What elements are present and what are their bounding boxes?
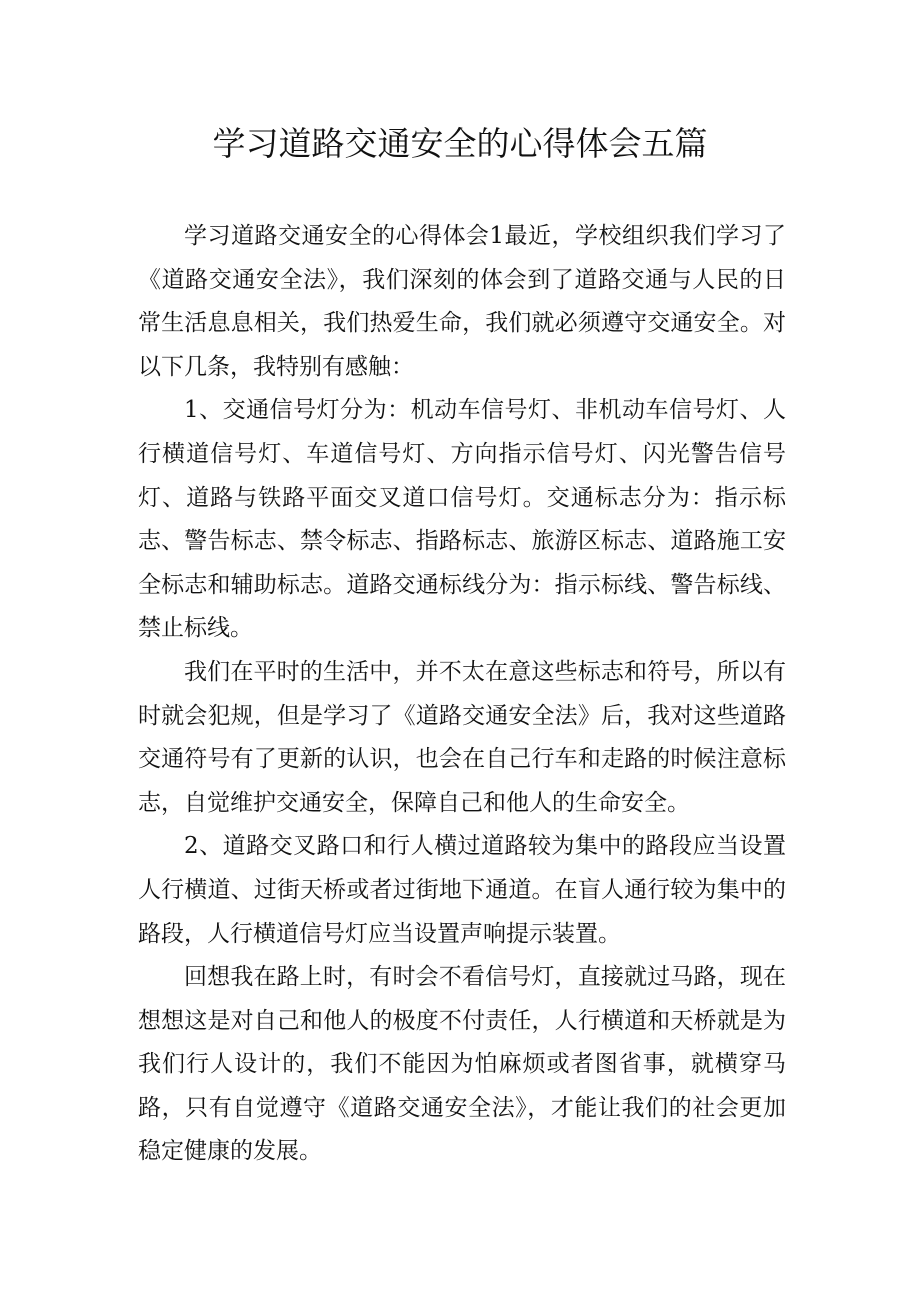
- paragraph-2: 1、交通信号灯分为：机动车信号灯、非机动车信号灯、人行横道信号灯、车道信号灯、方向指示信号灯、闪光警告信号灯、道路与铁路平面交叉道口信号灯。交通标志分为：指示标志、警告标志、禁令标志、指路标志、旅游区标志、道路施工安全标志和辅助标志。道路交通标线分为：指示标线、警告标线、禁止标线。: [138, 397, 786, 642]
- paragraph-1: 学习道路交通安全的心得体会1最近，学校组织我们学习了《道路交通安全法》，我们深刻的体会到了道路交通与人民的日常生活息息相关，我们热爱生命，我们就必须遵守交通安全。对以下几条，我特别有感触：: [138, 223, 786, 380]
- paragraph-4: 2、道路交叉路口和行人横过道路较为集中的路段应当设置人行横道、过街天桥或者过街地下通道。在盲人通行较为集中的路段，人行横道信号灯应当设置声响提示装置。: [138, 833, 786, 947]
- document-title: 学习道路交通安全的心得体会五篇: [212, 124, 708, 163]
- paragraph-5: 回想我在路上时，有时会不看信号灯，直接就过马路，现在想想这是对自己和他人的极度不付责任，人行横道和天桥就是为我们行人设计的，我们不能因为怕麻烦或者图省事，就横穿马路，只有自觉遵守《道路交通安全法》，才能让我们的社会更加稳定健康的发展。: [138, 964, 786, 1165]
- document-body: [138, 215, 786, 1174]
- paragraph-3: 我们在平时的生活中，并不太在意这些标志和符号，所以有时就会犯规，但是学习了《道路交通安全法》后，我对这些道路交通符号有了更新的认识，也会在自己行车和走路的时候注意标志，自觉维护交通安全，保障自己和他人的生命安全。: [138, 658, 786, 816]
